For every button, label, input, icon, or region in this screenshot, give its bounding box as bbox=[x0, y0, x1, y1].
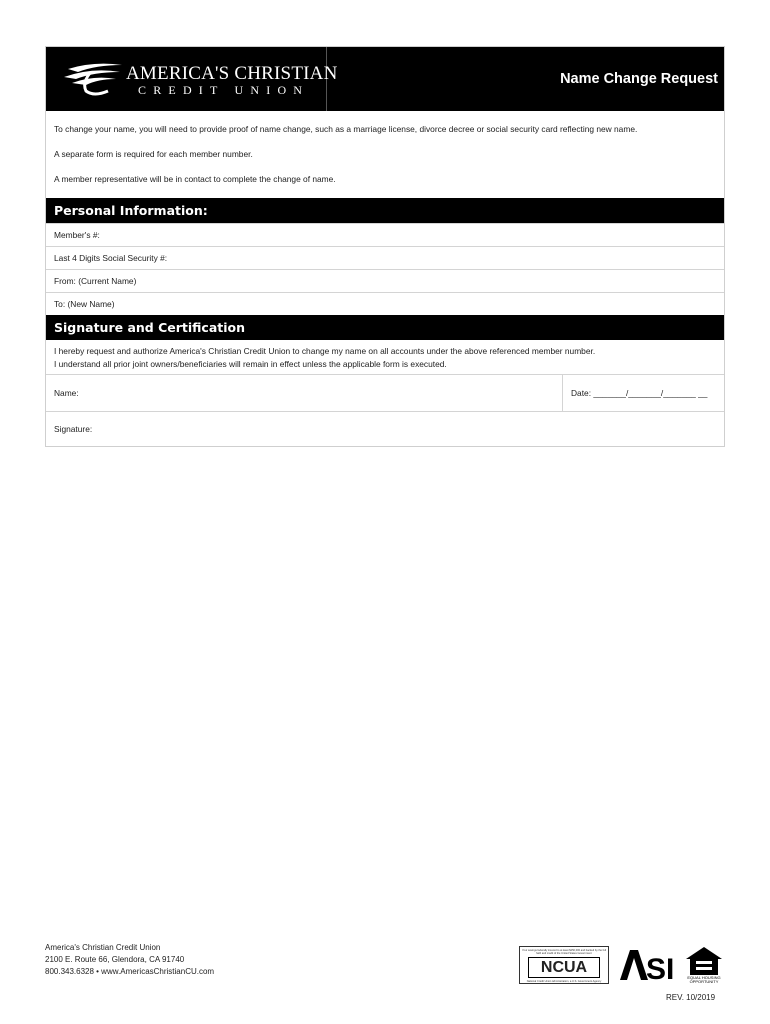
intro-paragraph: A member representative will be in contact to complete the change of name. bbox=[54, 174, 336, 184]
new-name-field[interactable]: To: (New Name) bbox=[46, 292, 724, 315]
logo-name: AMERICA'S CHRISTIAN bbox=[126, 63, 338, 84]
footer-address bbox=[45, 942, 214, 979]
footer-org: America's Christian Credit Union bbox=[45, 943, 161, 952]
svg-text:SI: SI bbox=[646, 953, 675, 982]
signature-heading: Signature and Certification bbox=[46, 315, 724, 340]
ncua-badge bbox=[519, 946, 609, 984]
personal-info-heading: Personal Information: bbox=[46, 198, 724, 223]
ncua-top-text: Your savings federally insured to at least $250,000 and backed by the full faith and credit of the United States Government bbox=[522, 949, 606, 955]
equal-housing-icon bbox=[684, 945, 724, 977]
logo-subname: CREDIT UNION bbox=[138, 83, 310, 97]
intro-paragraph: A separate form is required for each member number. bbox=[54, 149, 253, 159]
footer-street: 2100 E. Route 66, Glendora, CA 91740 bbox=[45, 955, 185, 965]
name-date-row bbox=[46, 374, 724, 411]
ncua-bottom-text: National Credit Union Administration, a U.S. Government Agency bbox=[526, 980, 602, 983]
signature-row bbox=[46, 411, 724, 446]
name-change-form bbox=[45, 46, 725, 447]
certification-text bbox=[46, 340, 724, 374]
ssn-last4-field[interactable]: Last 4 Digits Social Security #: bbox=[46, 246, 724, 269]
credit-union-logo bbox=[46, 47, 338, 111]
signature-field[interactable]: Signature: bbox=[54, 424, 93, 435]
form-header bbox=[46, 47, 724, 111]
certification-line: I understand all prior joint owners/beneficiaries will remain in effect unless the applicable form is executed. bbox=[54, 358, 447, 369]
member-number-field[interactable]: Member's #: bbox=[46, 223, 724, 246]
name-field[interactable]: Name: bbox=[54, 388, 79, 399]
page-title: Name Change Request bbox=[560, 71, 718, 87]
wings-logo-icon bbox=[64, 61, 126, 97]
intro-paragraph: To change your name, you will need to provide proof of name change, such as a marriage license, divorce decree or social security card reflecting new name. bbox=[54, 124, 638, 134]
revision-label: REV. 10/2019 bbox=[666, 993, 716, 1002]
intro-text bbox=[46, 111, 724, 195]
ncua-logo: NCUA bbox=[528, 957, 600, 978]
equal-housing-text: EQUAL HOUSING OPPORTUNITY bbox=[687, 975, 721, 984]
current-name-field[interactable]: From: (Current Name) bbox=[46, 269, 724, 292]
asi-logo-icon bbox=[618, 948, 676, 982]
certification-line: I hereby request and authorize America's Christian Credit Union to change my name on all accounts under the above referenced member number. bbox=[54, 346, 596, 357]
footer-contact: 800.343.6328 • www.AmericasChristianCU.com bbox=[45, 967, 215, 977]
date-field[interactable]: Date: _______/_______/_______ __ bbox=[562, 375, 727, 411]
